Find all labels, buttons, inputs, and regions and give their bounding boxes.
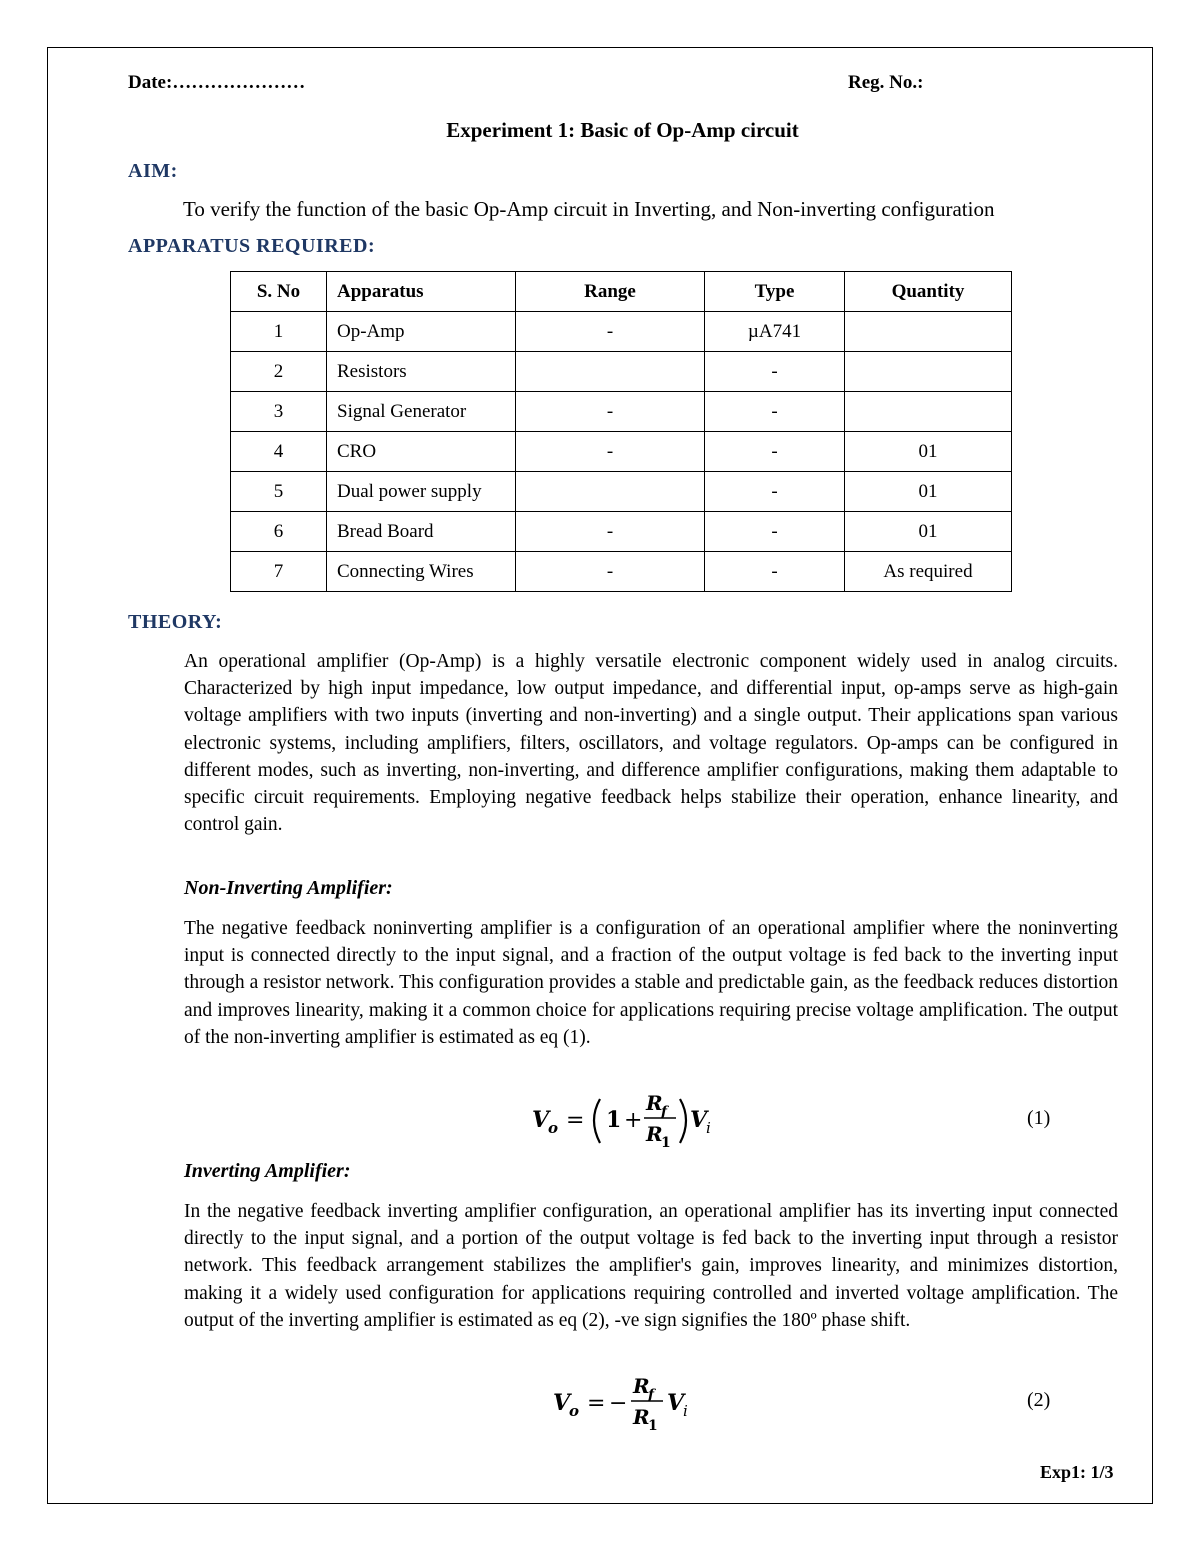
eq2-rf-sub: f — [648, 1387, 655, 1403]
aim-text: To verify the function of the basic Op-Amp circuit in Inverting, and Non-inverting configuration — [183, 197, 995, 221]
cell-type: - — [705, 352, 845, 392]
eq1-vi-sub: i — [706, 1119, 711, 1137]
col-header-type: Type — [705, 272, 845, 312]
cell-quantity — [845, 312, 1012, 352]
eq1-vo-sub: o — [548, 1119, 559, 1137]
cell-sno: 2 — [231, 352, 327, 392]
cell-range: - — [516, 552, 705, 592]
eq1-right-paren — [680, 1099, 686, 1143]
cell-type: - — [705, 472, 845, 512]
table-row — [231, 552, 1012, 592]
cell-sno: 4 — [231, 432, 327, 472]
cell-quantity: 01 — [845, 472, 1012, 512]
date-label: Date:………………… — [128, 72, 306, 93]
cell-range: - — [516, 392, 705, 432]
equation-2 — [545, 1368, 715, 1434]
page-footer: Exp1: 1/3 — [1040, 1462, 1114, 1482]
inverting-heading: Inverting Amplifier: — [184, 1160, 351, 1182]
table-row — [231, 512, 1012, 552]
reg-no-label: Reg. No.: — [848, 72, 924, 93]
noninverting-heading: Non-Inverting Amplifier: — [184, 877, 393, 899]
table-row — [231, 392, 1012, 432]
cell-quantity: 01 — [845, 432, 1012, 472]
eq2-equals: = — [587, 1391, 606, 1416]
eq1-rf: R — [646, 1091, 663, 1115]
cell-apparatus: Op-Amp — [327, 312, 516, 352]
table-row — [231, 432, 1012, 472]
aim-heading: AIM: — [128, 160, 178, 182]
cell-apparatus: Dual power supply — [327, 472, 516, 512]
equation-2-number: (2) — [1027, 1389, 1051, 1411]
apparatus-heading: APPARATUS REQUIRED: — [128, 235, 376, 257]
cell-type: - — [705, 552, 845, 592]
table-header-row — [231, 272, 1012, 312]
eq1-one: 1 — [606, 1107, 622, 1133]
cell-apparatus: Bread Board — [327, 512, 516, 552]
equation-1 — [520, 1085, 740, 1151]
eq1-vi: V — [690, 1107, 708, 1133]
cell-quantity: As required — [845, 552, 1012, 592]
cell-type: µA741 — [705, 312, 845, 352]
col-header-apparatus: Apparatus — [327, 272, 516, 312]
eq1-r1-sub: 1 — [661, 1135, 671, 1151]
cell-sno: 7 — [231, 552, 327, 592]
eq1-r1: R — [646, 1122, 663, 1146]
table-row — [231, 472, 1012, 512]
theory-intro-paragraph: An operational amplifier (Op-Amp) is a highly versatile electronic component widely used in analog circuits. Characterized by high input impedance, low output impedance, and differential input, op-amps serve as high-gain voltage amplifiers with two inputs (inverting and non-inverting) and a single output. Their applications span various electronic systems, including amplifiers, filters, oscillators, and voltage regulators. Op-amps can be configured in different modes, such as inverting, non-inverting, and difference amplifier configurations, making them adaptable to specific circuit requirements. Employing negative feedback helps stabilize their operation, enhance linearity, and control gain. — [184, 651, 1118, 836]
cell-quantity — [845, 392, 1012, 432]
equation-1-number: (1) — [1027, 1107, 1051, 1129]
cell-apparatus: CRO — [327, 432, 516, 472]
noninverting-paragraph: The negative feedback noninverting amplifier is a configuration of an operational amplifier where the noninverting input is connected directly to the input signal, and a fraction of the output voltage is fed back to the inverting input through a resistor network. This configuration provides a stable and predictable gain, as the feedback reduces distortion and improves linearity, making it a common choice for applications requiring precise voltage amplification. The output of the non-inverting amplifier is estimated as eq (1). — [184, 918, 1118, 1048]
col-header-range: Range — [516, 272, 705, 312]
cell-apparatus: Signal Generator — [327, 392, 516, 432]
eq2-vo-sub: o — [569, 1402, 580, 1420]
cell-sno: 5 — [231, 472, 327, 512]
cell-sno: 6 — [231, 512, 327, 552]
eq2-rf: R — [633, 1374, 650, 1398]
cell-quantity: 01 — [845, 512, 1012, 552]
eq1-plus: + — [624, 1108, 643, 1133]
cell-apparatus: Connecting Wires — [327, 552, 516, 592]
page-title: Experiment 1: Basic of Op-Amp circuit — [446, 118, 799, 142]
cell-apparatus: Resistors — [327, 352, 516, 392]
cell-quantity — [845, 352, 1012, 392]
eq2-vo: V — [553, 1390, 571, 1416]
cell-type: - — [705, 432, 845, 472]
cell-range — [516, 472, 705, 512]
cell-type: - — [705, 512, 845, 552]
cell-range: - — [516, 432, 705, 472]
col-header-sno: S. No — [231, 272, 327, 312]
cell-range: - — [516, 512, 705, 552]
eq2-vi: V — [667, 1390, 685, 1416]
eq1-equals: = — [566, 1108, 585, 1133]
eq2-minus: − — [609, 1391, 628, 1416]
cell-range: - — [516, 312, 705, 352]
col-header-quantity: Quantity — [845, 272, 1012, 312]
eq1-vo: V — [532, 1107, 550, 1133]
cell-sno: 3 — [231, 392, 327, 432]
cell-sno: 1 — [231, 312, 327, 352]
eq2-r1: R — [633, 1405, 650, 1429]
inverting-paragraph: In the negative feedback inverting amplifier configuration, an operational amplifier has its inverting input connected directly to the input signal, and a portion of the output voltage is fed back to the inverting input through a resistor network. This feedback arrangement stabilizes the amplifier's gain, improves linearity, and minimizes distortion, making it a widely used configuration for applications requiring controlled and inverted voltage amplification. The output of the inverting amplifier is estimated as eq (2), -ve sign signifies the 180º phase shift. — [184, 1201, 1118, 1331]
table-row — [231, 352, 1012, 392]
cell-type: - — [705, 392, 845, 432]
eq1-rf-sub: f — [661, 1104, 668, 1120]
eq2-vi-sub: i — [683, 1402, 688, 1420]
table-row — [231, 312, 1012, 352]
eq1-left-paren — [594, 1099, 600, 1143]
eq2-r1-sub: 1 — [648, 1418, 658, 1434]
apparatus-table — [230, 271, 1012, 592]
cell-range — [516, 352, 705, 392]
theory-heading: THEORY: — [128, 611, 223, 633]
